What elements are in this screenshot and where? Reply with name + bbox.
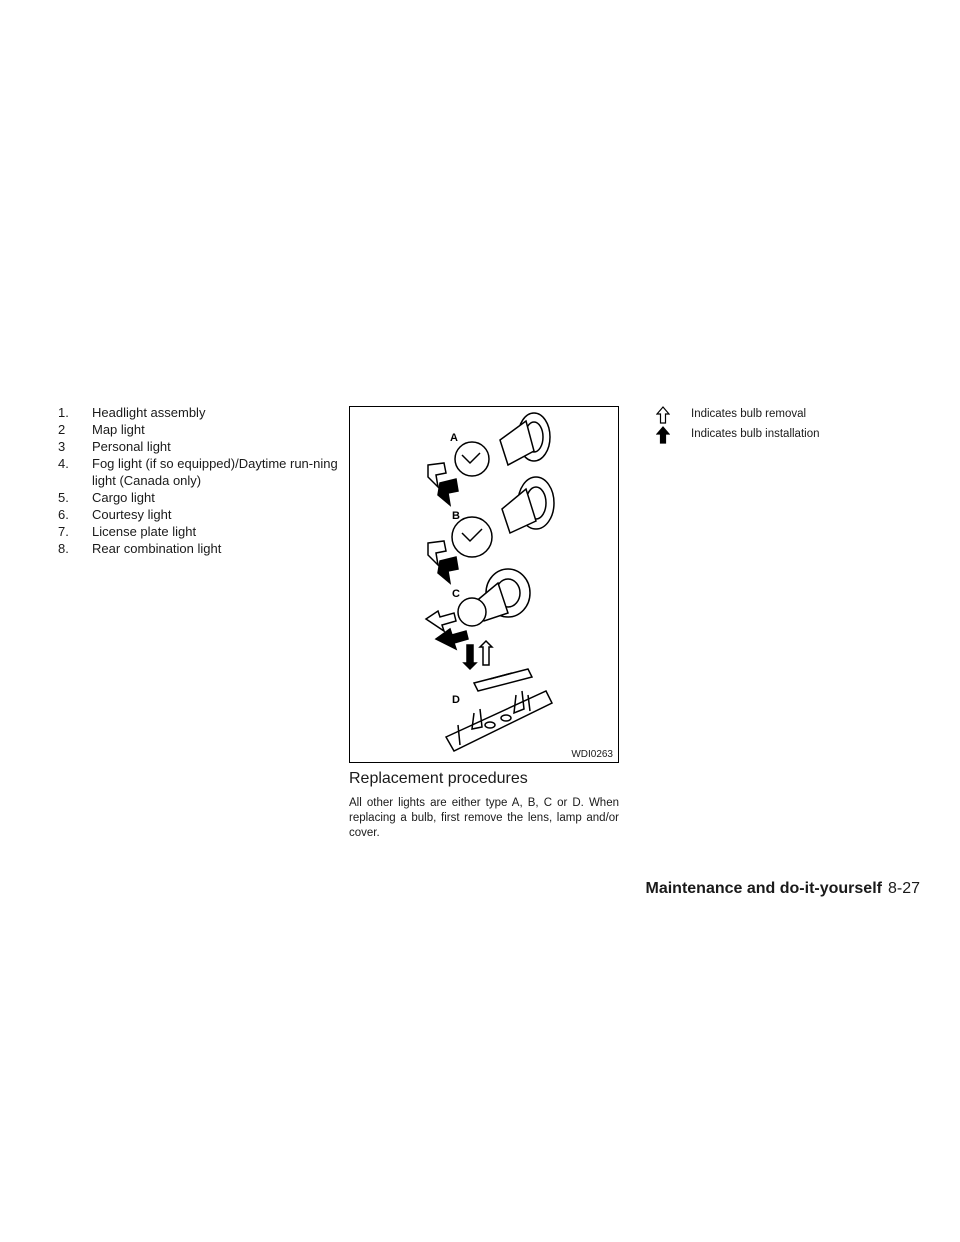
bulb-a-drawing [455,413,550,476]
item-text: Personal light [92,439,171,454]
list-item [58,540,338,557]
list-item [58,489,338,506]
bracket-d-drawing [446,691,552,751]
label-d: D [452,694,460,706]
item-number: 3 [58,439,66,454]
item-number: 2 [58,422,66,437]
page-number: 8-27 [887,880,920,897]
item-number: 1. [58,405,69,420]
arrows-b [428,541,458,583]
item-text: Map light [92,422,145,437]
list-item [58,438,338,455]
section-heading: Replacement procedures [349,770,528,787]
arrows-a [428,463,458,505]
figure-code: WDI0263 [571,749,613,760]
item-number: 6. [58,507,69,522]
item-text: Headlight assembly [92,405,206,420]
arrows-d [464,641,492,669]
item-text: Courtesy light [92,507,172,522]
filled-arrow-icon [656,426,670,444]
bulb-b-drawing [452,477,554,557]
label-b: B [452,510,460,522]
item-text: Fog light (if so equipped)/Daytime run-ning light (Canada only) [92,456,338,488]
item-number: 7. [58,524,69,539]
item-text: Cargo light [92,490,155,505]
bulb-d-drawing [474,669,532,691]
footer-section-title: Maintenance and do-it-yourself [645,880,882,897]
list-item [58,506,338,523]
item-number: 8. [58,541,69,556]
label-c: C [452,588,460,600]
bulb-c-drawing [458,569,530,626]
list-item [58,523,338,540]
legend-installation-text: Indicates bulb installation [691,428,820,440]
page-footer [646,880,921,898]
legend-removal-text: Indicates bulb removal [691,408,807,420]
label-a: A [450,432,458,444]
light-list [58,404,338,557]
list-item [58,455,338,489]
list-item [58,421,338,438]
item-number: 5. [58,490,69,505]
section-body: All other lights are either type A, B, C or D. When replacing a bulb, first remove the lens, lamp and/or cover. [349,797,619,839]
bulb-diagram [349,406,619,763]
item-text: Rear combination light [92,541,222,556]
item-text: License plate light [92,524,197,539]
bulb-illustration [350,407,618,762]
outline-arrow-icon [656,406,670,424]
list-item [58,404,338,421]
item-number: 4. [58,456,69,471]
